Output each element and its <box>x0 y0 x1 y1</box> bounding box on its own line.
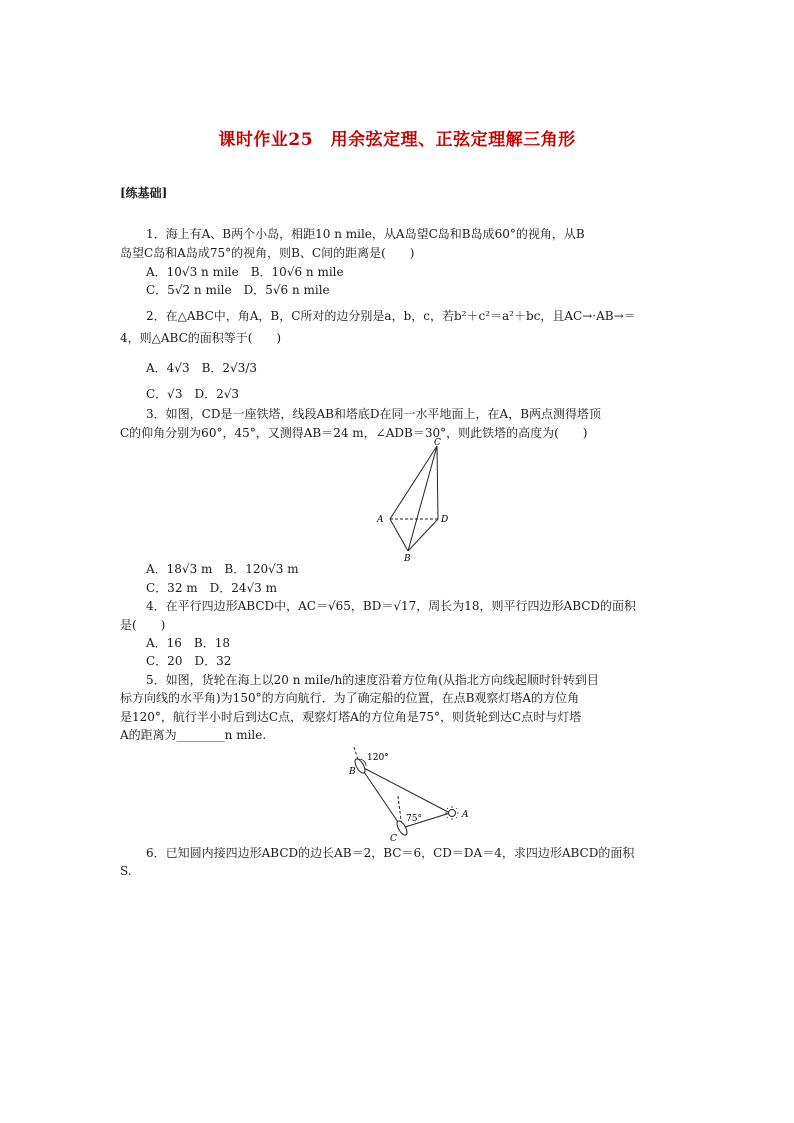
q5-line-2: 标方向线的水平角)为150°的方向航行．为了确定船的位置，在点B观察灯塔A的方位角 <box>120 691 580 705</box>
tower-diagram <box>368 436 458 566</box>
edge-cd <box>437 446 438 519</box>
q1-options-cd: C．5√2 n mile D．5√6 n mile <box>146 283 330 297</box>
q5-line-4: A的距离为________n mile. <box>120 728 267 742</box>
q3-options-cd: C．32 m D．24√3 m <box>146 581 278 595</box>
q3-line-2: C的仰角分别为60°，45°，又测得AB＝24 m，∠ADB＝30°，则此铁塔的高度为( ) <box>120 426 588 440</box>
q3-options-ab: A．18√3 m B．120√3 m <box>146 562 299 576</box>
q4-options-ab: A．16 B．18 <box>146 636 231 650</box>
q6-line-1: 6．已知圆内接四边形ABCD的边长AB＝2，BC＝6，CD＝DA＝4，求四边形ABCD的面积 <box>146 846 635 860</box>
q1-options-ab: A．10√3 n mile B．10√6 n mile <box>146 265 344 279</box>
q2-options-cd: C．√3 D．2√3 <box>146 387 240 401</box>
section-heading: [练基础] <box>120 186 168 200</box>
angle-label-75: 75° <box>406 814 422 824</box>
label-d: D <box>441 515 449 525</box>
lighthouse-icon <box>449 810 456 817</box>
q5-line-1: 5．如图，货轮在海上以20 n mile/h的速度沿着方位角(从指北方向线起顺时针转到目 <box>146 673 599 687</box>
page-title: 课时作业25 用余弦定理、正弦定理解三角形 <box>218 130 576 150</box>
label-b: B <box>349 767 356 777</box>
q1-line-2: 岛望C岛和A岛成75°的视角，则B、C间的距离是( ) <box>120 246 415 260</box>
q3-line-1: 3．如图，CD是一座铁塔，线段AB和塔底D在同一水平地面上，在A，B两点测得塔顶 <box>146 407 602 421</box>
edge-ab <box>390 519 408 551</box>
q6-line-2: S. <box>120 864 132 878</box>
course-line-bc <box>360 766 402 828</box>
sight-line-ba <box>360 766 450 813</box>
label-a: A <box>462 810 469 820</box>
edge-ca <box>390 446 437 519</box>
q4-options-cd: C．20 D．32 <box>146 654 232 668</box>
q2-line-2: 4，则△ABC的面积等于( ) <box>120 331 282 345</box>
q4-line-1: 4．在平行四边形ABCD中，AC＝√65，BD＝√17，周长为18，则平行四边形ABCD的面积 <box>146 599 637 613</box>
label-c: C <box>434 438 441 448</box>
q2-options-ab: A．4√3 B．2√3/3 <box>146 361 257 375</box>
label-b: B <box>404 554 411 564</box>
angle-label-120: 120° <box>367 753 389 763</box>
label-a: A <box>377 515 384 525</box>
ship-bearing-diagram <box>340 742 490 846</box>
label-c: C <box>390 834 397 844</box>
q2-line-1: 2．在△ABC中，角A，B，C所对的边分别是a，b，c，若b²＋c²＝a²＋bc，且AC→·AB→＝ <box>146 309 636 323</box>
q1-line-1: 1．海上有A、B两个小岛，相距10 n mile，从A岛望C岛和B岛成60°的视角，从B <box>146 227 585 241</box>
q5-line-3: 是120°，航行半小时后到达C点，观察灯塔A的方位角是75°，则货轮到达C点时与灯塔 <box>120 710 582 724</box>
q4-line-2: 是( ) <box>120 618 166 632</box>
